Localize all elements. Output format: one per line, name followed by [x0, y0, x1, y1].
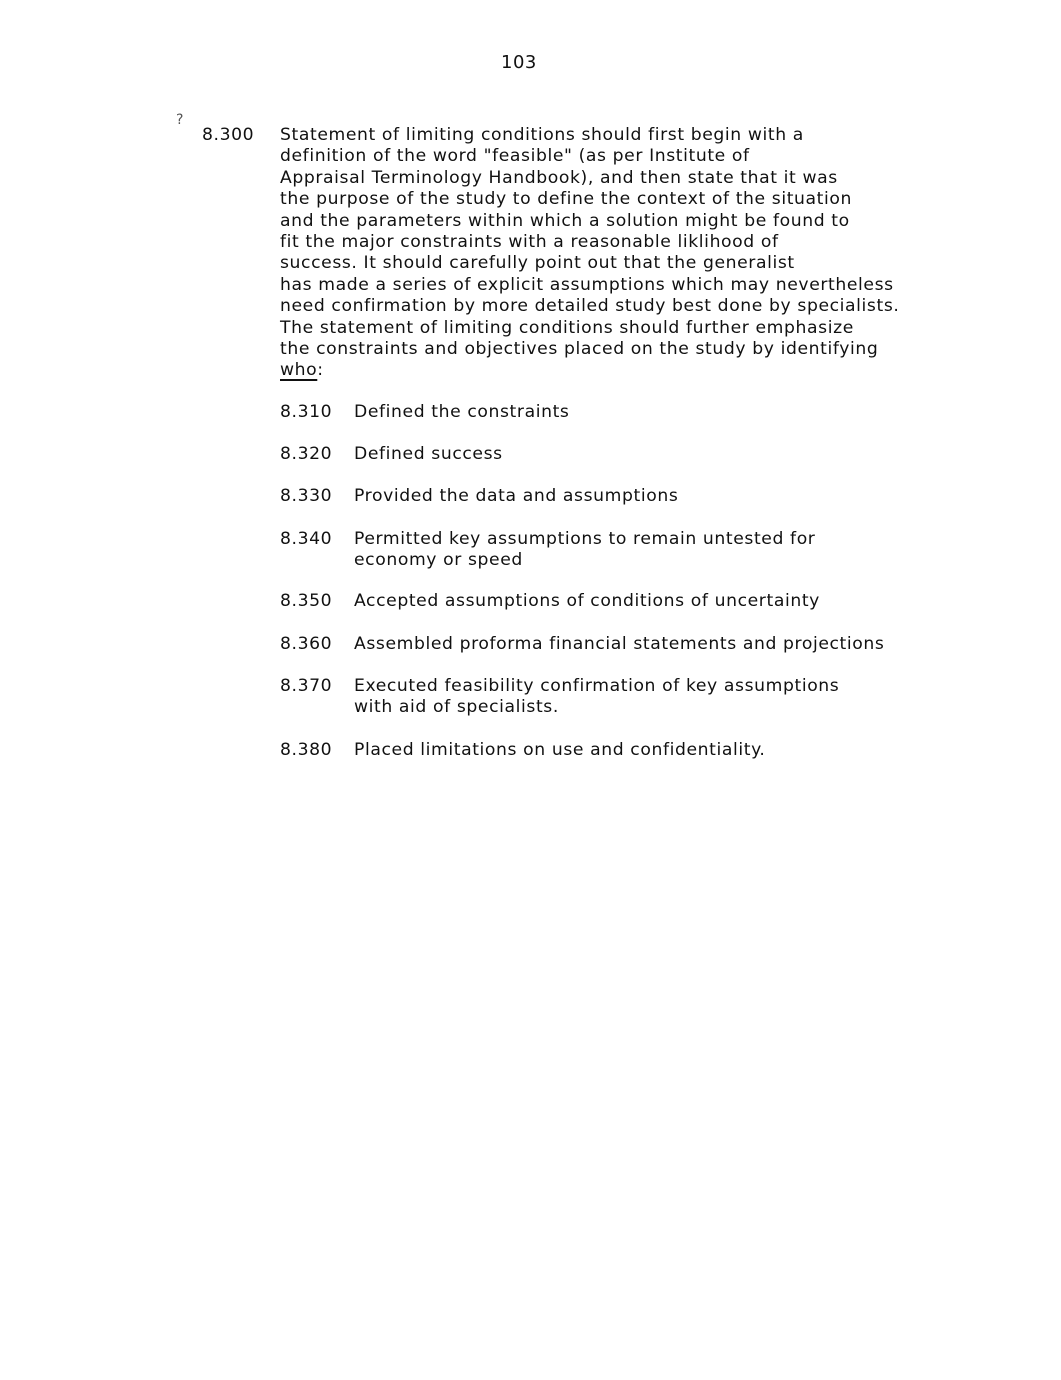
page-number: 103	[501, 52, 537, 73]
list-item-number: 8.380	[280, 740, 333, 760]
list-item-number: 8.320	[280, 444, 333, 464]
list-item-text: Defined success	[354, 444, 503, 464]
list-item-number: 8.340	[280, 529, 333, 549]
list-item-number: 8.370	[280, 676, 333, 696]
who-colon: :	[317, 360, 324, 381]
section-paragraph-text: Statement of limiting conditions should first begin with a definition of the word "feasible" (as per Institute of Appraisal Terminology Handbook), and then state that it was the purpose of the study to define the context of the situation and the parameters within which a solution might be found to fit the major constraints with a reasonable liklihood of success. It should carefully point out that the generalist has made a series of explicit assumptions which may nevertheless need confirmation by more detailed study best done by specialists. The statement of limiting conditions should further emphasize the constraints and objectives placed on the study by identifying	[280, 125, 900, 360]
list-item-number: 8.350	[280, 591, 333, 611]
list-item-text: Accepted assumptions of conditions of uncertainty	[354, 591, 820, 611]
list-item-text: Permitted key assumptions to remain untested for economy or speed	[354, 529, 816, 571]
list-item-number: 8.360	[280, 634, 333, 654]
section-paragraph	[280, 125, 1040, 382]
list-item-text: Provided the data and assumptions	[354, 486, 679, 506]
margin-mark: ?	[176, 112, 185, 128]
list-item-number: 8.310	[280, 402, 333, 422]
list-item-number: 8.330	[280, 486, 333, 506]
who-underlined: who	[280, 360, 318, 381]
list-item-text: Executed feasibility confirmation of key assumptions with aid of specialists.	[354, 676, 840, 718]
section-number: 8.300	[202, 125, 255, 145]
list-item-text: Defined the constraints	[354, 402, 570, 422]
list-item-text: Placed limitations on use and confidentiality.	[354, 740, 766, 760]
list-item-text: Assembled proforma financial statements and projections	[354, 634, 885, 654]
